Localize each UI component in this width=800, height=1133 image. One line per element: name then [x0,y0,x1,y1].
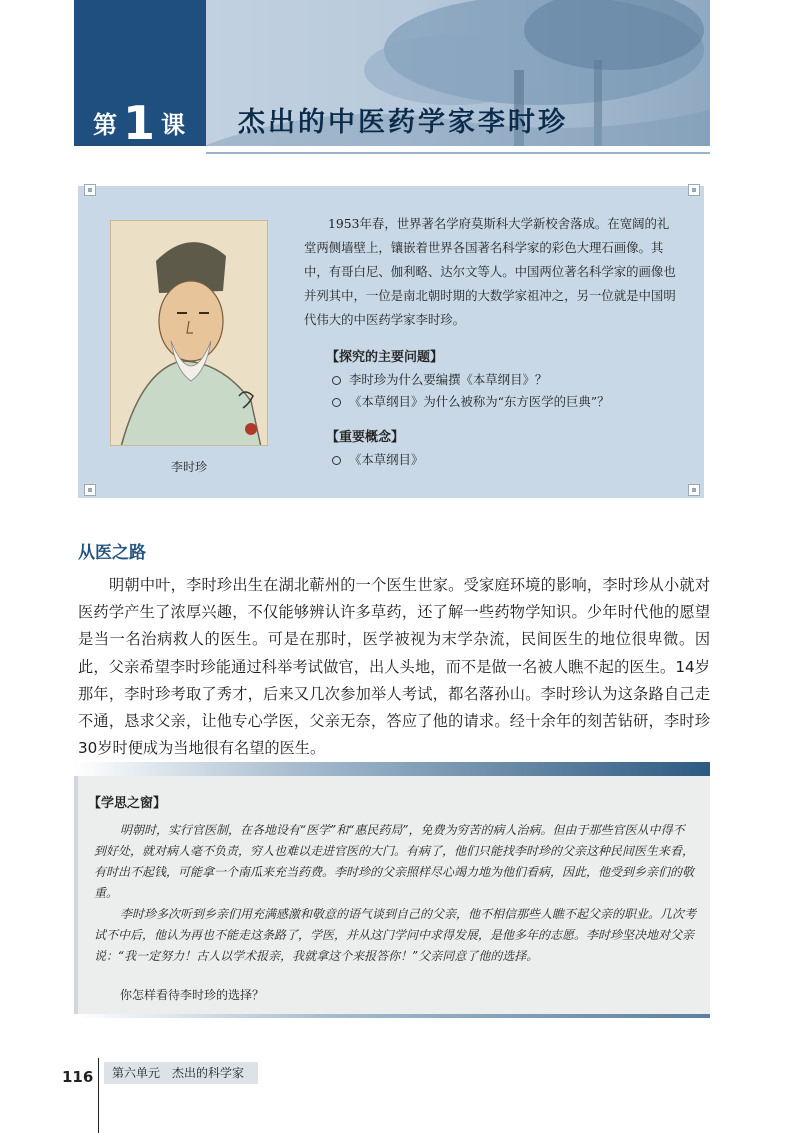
page-number: 116 [62,1068,94,1086]
unit-label: 第六单元 杰出的科学家 [104,1062,258,1084]
lesson-label [74,96,206,150]
concept-text: 《本草纲目》 [349,452,424,467]
footer-divider [98,1058,99,1133]
portrait-image [110,220,268,446]
question-text: 《本草纲目》为什么被称为“东方医学的巨典”？ [349,394,610,409]
lesson-suffix: 课 [161,110,187,139]
corner-mark-icon [688,484,700,496]
portrait-caption: 李时珍 [170,460,207,474]
lesson-prefix: 第 [92,110,119,139]
lesson-title: 杰出的中医药学家李时珍 [238,107,568,138]
circle-bullet-icon [332,376,341,385]
question-text: 李时珍为什么要编撰《本草纲目》？ [349,372,548,387]
study-window-text [94,820,696,967]
circle-bullet-icon [332,456,341,465]
section-paragraph: 明朝中叶，李时珍出生在湖北蕲州的一个医生世家。受家庭环境的影响，李时珍从小就对医药学产生了浓厚兴趣，不仅能够辨认许多草药，还了解一些药物学知识。少年时代他的愿望是当一名治病救人的医生。可是在那时，医学被视为末学杂流，民间医生的地位很卑微。因此，父亲希望李时珍能通过科举考试做官，出人头地，而不是做一名被人瞧不起的医生。14岁那年，李时珍考取了秀才，后来又几次参加举人考试，都名落孙山。李时珍认为这条路自己走不通，恳求父亲，让他专心学医，父亲无奈，答应了他的请求。经十余年的刻苦钻研，李时珍30岁时便成为当地很有名望的医生。 [78,576,710,758]
questions-heading: 【探究的主要问题】 [326,350,444,365]
question-item [332,370,547,388]
header-rule [206,152,710,154]
study-paragraph: 明朝时，实行官医制，在各地设有“医学”和“惠民药局”，免费为穷苦的病人治病。但由于那些官医从中得不到好处，就对病人毫不负责，穷人也难以走进官医的大门。有病了，他们只能找李时珍的父亲这种民间医生来看，有时出不起钱，可能拿一个南瓜来充当药费。李时珍的父亲照样尽心竭力地为他们看病，因此，他受到乡亲们的敬重。 [94,823,695,900]
corner-mark-icon [688,184,700,196]
section-title: 从医之路 [78,543,146,563]
intro-paragraph: 1953年春，世界著名学府莫斯科大学新校舍落成。在宽阔的礼堂两侧墙壁上，镶嵌着世界各国著名科学家的彩色大理石画像。其中，有哥白尼、伽利略、达尔文等人。中国两位著名科学家的画像也并列其中，一位是南北朝时期的大数学家祖冲之，另一位就是中国明代伟大的中医药学家李时珍。 [304,216,676,327]
study-question: 你怎样看待李时珍的选择？ [120,988,265,1002]
lesson-number: 1 [122,96,157,150]
li-shizhen-portrait-icon [111,221,268,446]
study-window-bottom-bar [74,1014,710,1018]
concept-item [332,450,423,468]
study-paragraph: 李时珍多次听到乡亲们用充满感激和敬意的语气谈到自己的父亲，他不相信那些人瞧不起父亲的职业。几次考试不中后，他认为再也不能走这条路了，学医，并从这门学问中求得发展，是他多年的志愿。李时珍坚决地对父亲说：“我一定努力！古人以学术报亲，我就拿这个来报答你！”父亲同意了他的选择。 [94,907,697,963]
concepts-heading: 【重要概念】 [326,430,405,445]
question-item [332,392,609,410]
corner-mark-icon [84,484,96,496]
corner-mark-icon [84,184,96,196]
lesson-badge [74,0,206,150]
study-window-top-bar [74,762,710,776]
study-window-heading: 【学思之窗】 [88,796,167,811]
circle-bullet-icon [332,398,341,407]
